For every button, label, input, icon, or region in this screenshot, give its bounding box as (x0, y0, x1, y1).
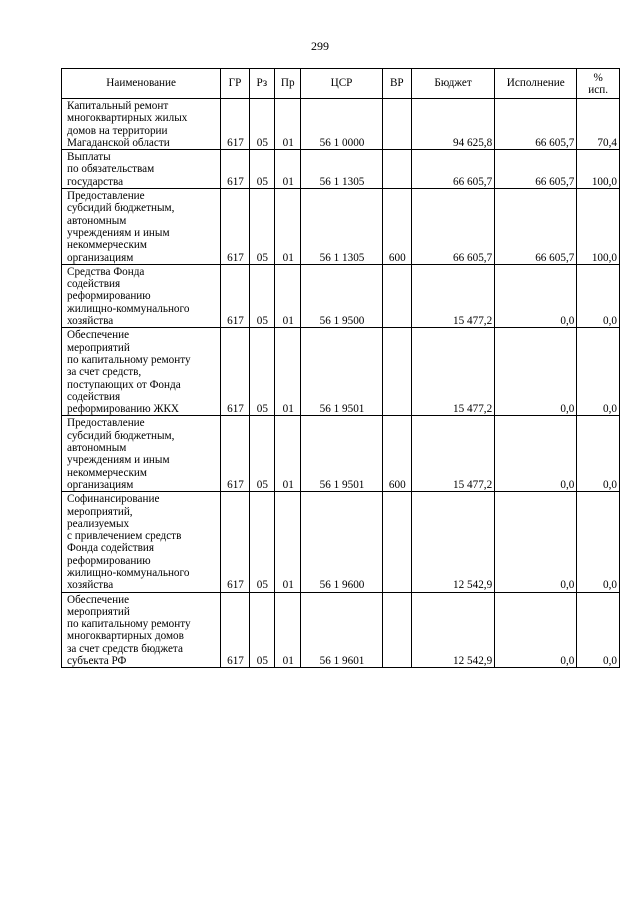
page-number: 299 (311, 39, 329, 53)
row-gr: 617 (221, 99, 249, 150)
row-rz: 05 (249, 189, 274, 265)
row-csr: 56 1 0000 (301, 99, 382, 150)
row-budget: 15 477,2 (411, 416, 494, 492)
table-row (62, 416, 620, 492)
header-row (62, 69, 620, 99)
row-gr: 617 (221, 328, 249, 416)
row-vr (382, 492, 411, 592)
row-csr: 56 1 9601 (301, 592, 382, 668)
header-pr: Пр (275, 69, 301, 99)
row-csr: 56 1 9500 (301, 264, 382, 327)
row-percent: 100,0 (577, 189, 620, 265)
row-pr: 01 (275, 492, 301, 592)
row-gr: 617 (221, 189, 249, 265)
row-gr: 617 (221, 416, 249, 492)
row-gr: 617 (221, 264, 249, 327)
row-name (62, 150, 221, 189)
row-gr: 617 (221, 592, 249, 668)
row-budget: 12 542,9 (411, 492, 494, 592)
budget-table (61, 68, 620, 668)
row-vr (382, 264, 411, 327)
row-name-text: Обеспечение мероприятий по капитальному ремонту многоквартирных домов за счет средств бюджета субъекта РФ (67, 593, 191, 668)
row-pr: 01 (275, 264, 301, 327)
row-pr: 01 (275, 99, 301, 150)
row-csr: 56 1 9600 (301, 492, 382, 592)
row-name (62, 99, 221, 150)
row-percent: 100,0 (577, 150, 620, 189)
row-name-text: Обеспечение мероприятий по капитальному ремонту за счет средств, поступающих от Фонда содействия реформированию ЖКХ (67, 329, 191, 416)
row-rz: 05 (249, 492, 274, 592)
row-pr: 01 (275, 592, 301, 668)
row-rz: 05 (249, 99, 274, 150)
row-percent: 70,4 (577, 99, 620, 150)
row-execution: 0,0 (495, 492, 577, 592)
row-name (62, 264, 221, 327)
row-gr: 617 (221, 150, 249, 189)
table-row (62, 328, 620, 416)
row-budget: 15 477,2 (411, 264, 494, 327)
table-row (62, 99, 620, 150)
row-rz: 05 (249, 416, 274, 492)
row-rz: 05 (249, 328, 274, 416)
row-csr: 56 1 9501 (301, 416, 382, 492)
header-budget: Бюджет (411, 69, 494, 99)
row-execution: 0,0 (495, 416, 577, 492)
row-vr: 600 (382, 189, 411, 265)
table-row (62, 189, 620, 265)
row-name-text: Капитальный ремонт многоквартирных жилых домов на территории Магаданской области (67, 100, 188, 149)
row-pr: 01 (275, 150, 301, 189)
row-csr: 56 1 9501 (301, 328, 382, 416)
table-row (62, 264, 620, 327)
header-percent: % исп. (577, 69, 620, 99)
row-rz: 05 (249, 592, 274, 668)
row-vr (382, 592, 411, 668)
row-execution: 66 605,7 (495, 150, 577, 189)
table-body (62, 99, 620, 668)
row-budget: 66 605,7 (411, 150, 494, 189)
row-name (62, 492, 221, 592)
row-name-text: Софинансирование мероприятий, реализуемых с привлечением средств Фонда содействия реформированию жилищно-коммунального хозяйства (67, 493, 190, 592)
row-name (62, 592, 221, 668)
row-percent: 0,0 (577, 592, 620, 668)
row-pr: 01 (275, 189, 301, 265)
table-row (62, 492, 620, 592)
row-vr: 600 (382, 416, 411, 492)
row-gr: 617 (221, 492, 249, 592)
row-execution: 66 605,7 (495, 189, 577, 265)
row-percent: 0,0 (577, 492, 620, 592)
row-name-text: Средства Фонда содействия реформированию жилищно-коммунального хозяйства (67, 265, 190, 328)
header-vr: ВР (382, 69, 411, 99)
row-budget: 12 542,9 (411, 592, 494, 668)
row-csr: 56 1 1305 (301, 189, 382, 265)
row-execution: 66 605,7 (495, 99, 577, 150)
row-budget: 66 605,7 (411, 189, 494, 265)
row-execution: 0,0 (495, 328, 577, 416)
row-execution: 0,0 (495, 264, 577, 327)
table-row (62, 150, 620, 189)
row-percent: 0,0 (577, 328, 620, 416)
header-rz: Рз (249, 69, 274, 99)
row-rz: 05 (249, 264, 274, 327)
row-name (62, 189, 221, 265)
row-csr: 56 1 1305 (301, 150, 382, 189)
row-name-text: Выплаты по обязательствам государства (67, 151, 155, 188)
row-budget: 15 477,2 (411, 328, 494, 416)
header-csr: ЦСР (301, 69, 382, 99)
row-name (62, 416, 221, 492)
row-pr: 01 (275, 328, 301, 416)
header-execution: Исполнение (495, 69, 577, 99)
row-vr (382, 328, 411, 416)
header-name: Наименование (62, 69, 221, 99)
row-vr (382, 150, 411, 189)
row-vr (382, 99, 411, 150)
row-budget: 94 625,8 (411, 99, 494, 150)
row-name-text: Предоставление субсидий бюджетным, автономным учреждениям и иным некоммерческим организациям (67, 417, 175, 491)
row-name-text: Предоставление субсидий бюджетным, автономным учреждениям и иным некоммерческим организациям (67, 190, 175, 264)
row-rz: 05 (249, 150, 274, 189)
row-name (62, 328, 221, 416)
row-percent: 0,0 (577, 416, 620, 492)
row-percent: 0,0 (577, 264, 620, 327)
table-row (62, 592, 620, 668)
row-pr: 01 (275, 416, 301, 492)
header-gr: ГР (221, 69, 249, 99)
row-execution: 0,0 (495, 592, 577, 668)
